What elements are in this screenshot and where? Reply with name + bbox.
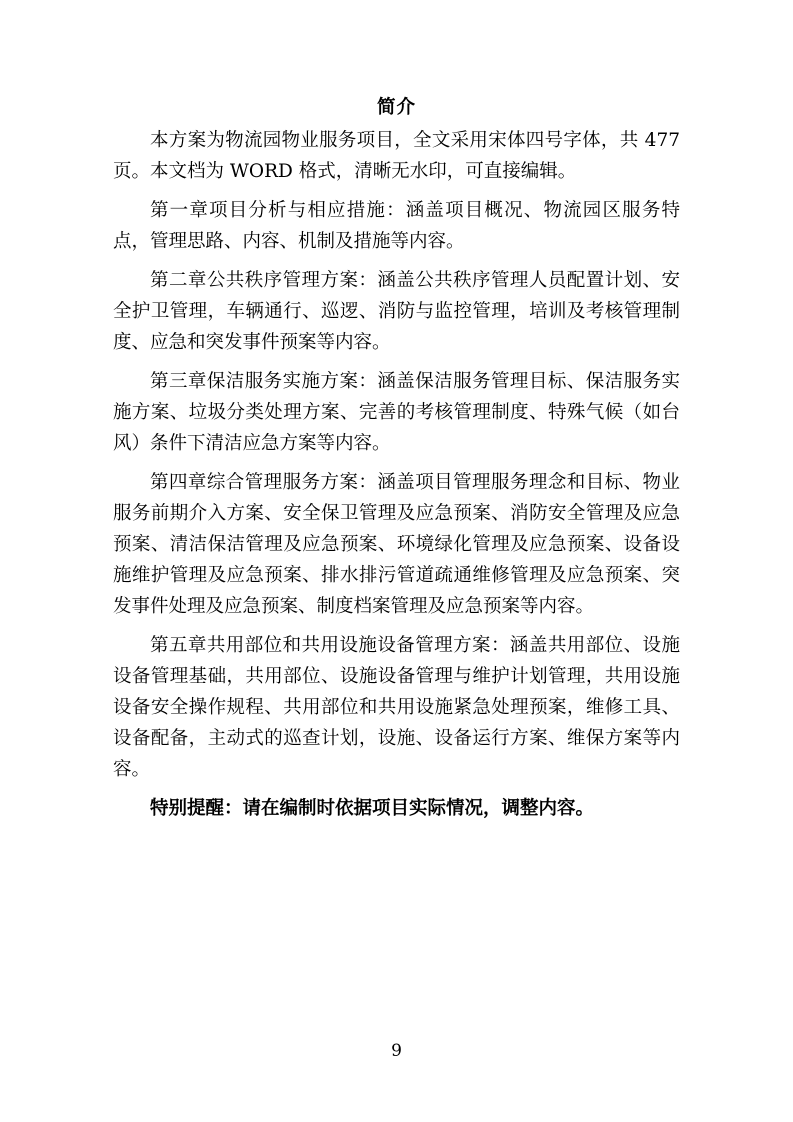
paragraph-chapter-5: 第五章共用部位和共用设施设备管理方案：涵盖共用部位、设施设备管理基础，共用部位、设施设备管理与维护计划管理，共用设施设备安全操作规程、共用部位和共用设施紧急处理预案，维修工具、设备配备，主动式的巡查计划，设施、设备运行方案、维保方案等内容。 (113, 635, 680, 780)
page-body (113, 94, 680, 824)
page-number: 9 (391, 1041, 402, 1061)
special-reminder: 特别提醒：请在编制时依据项目实际情况，调整内容。 (150, 798, 595, 819)
paragraph-chapter-4: 第四章综合管理服务方案：涵盖项目管理服务理念和目标、物业服务前期介入方案、安全保卫管理及应急预案、消防安全管理及应急预案、清洁保洁管理及应急预案、环境绿化管理及应急预案、设备设施维护管理及应急预案、排水排污管道疏通维修管理及应急预案、突发事件处理及应急预案、制度档案管理及应急预案等内容。 (113, 472, 680, 617)
page-title: 简介 (376, 97, 416, 118)
paragraph-chapter-3: 第三章保洁服务实施方案：涵盖保洁服务管理目标、保洁服务实施方案、垃圾分类处理方案、完善的考核管理制度、特殊气候（如台风）条件下清洁应急方案等内容。 (113, 371, 680, 454)
paragraph-chapter-1: 第一章项目分析与相应措施：涵盖项目概况、物流园区服务特点，管理思路、内容、机制及措施等内容。 (113, 200, 680, 252)
paragraph-chapter-2: 第二章公共秩序管理方案：涵盖公共秩序管理人员配置计划、安全护卫管理，车辆通行、巡逻、消防与监控管理，培训及考核管理制度、应急和突发事件预案等内容。 (113, 270, 680, 353)
paragraph-intro: 本方案为物流园物业服务项目，全文采用宋体四号字体，共 477 页。本文档为 WORD 格式，清晰无水印，可直接编辑。 (113, 130, 680, 182)
